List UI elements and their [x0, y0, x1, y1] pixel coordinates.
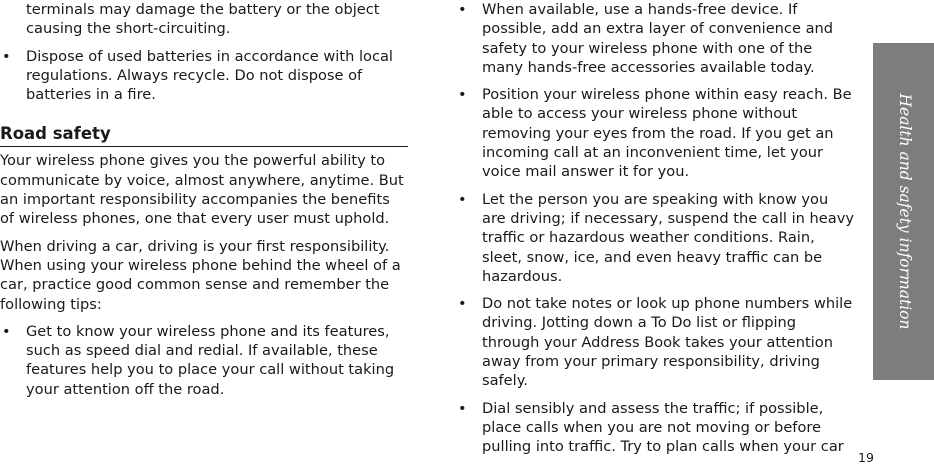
bullet-dot: • [458, 295, 467, 313]
list-item [456, 399, 856, 457]
list-item [456, 0, 856, 77]
bullet-dot: • [458, 190, 467, 208]
section-heading: Road safety [0, 124, 408, 147]
bullet-dot: • [458, 86, 467, 104]
side-tab-label: Health and safety information [896, 93, 914, 330]
list-item-text: Dial sensibly and assess the traffic; if possible, place calls when you are not moving or before pulling into traffic. Try to plan calls when your car [482, 399, 844, 456]
paragraph: Your wireless phone gives you the powerful ability to communicate by voice, almost anywhere, anytime. But an important responsibility accompanies the benefits of wireless phones, one that every user must uphold. [0, 152, 404, 228]
right-column [456, 0, 856, 457]
bullet-dot: • [458, 1, 467, 18]
list-item-text: Let the person you are speaking with know you are driving; if necessary, suspend the call in heavy traffic or hazardous weather conditions. Rain, sleet, snow, ice, and even heavy traffic can be hazardous. [482, 190, 854, 285]
list-item-text: Dispose of used batteries in accordance with local regulations. Always recycle. Do not dispose of batteries in a fire. [26, 47, 393, 104]
list-item [456, 85, 856, 181]
bullet-dot: • [458, 399, 467, 417]
list-item [456, 294, 856, 390]
section-side-tab [873, 43, 934, 380]
list-item [0, 47, 408, 105]
list-item [0, 322, 408, 399]
left-column [0, 0, 408, 399]
continued-text: terminals may damage the battery or the object causing the short-circuiting. [26, 1, 380, 38]
list-item-text: When available, use a hands-free device. If possible, add an extra layer of convenience and safety to your wireless phone with one of the many hands-free accessories available today. [482, 1, 834, 76]
paragraph: When driving a car, driving is your first responsibility. When using your wireless phone behind the wheel of a car, practice good common sense and remember the following tips: [0, 237, 401, 313]
bullet-dot: • [2, 322, 11, 340]
list-item-text: Get to know your wireless phone and its features, such as speed dial and redial. If available, these features help you to place your call without taking your attention off the road. [26, 322, 395, 398]
page-number: 19 [858, 450, 874, 465]
list-item-text: Position your wireless phone within easy reach. Be able to access your wireless phone without removing your eyes from the road. If you get an incoming call at an inconvenient time, let your voice mail answer it for you. [482, 86, 852, 181]
bullet-dot: • [2, 47, 11, 65]
list-item [456, 190, 856, 286]
list-item-text: Do not take notes or look up phone numbers while driving. Jotting down a To Do list or flipping through your Address Book takes your attention away from your primary responsibility, driving safely. [482, 295, 853, 390]
